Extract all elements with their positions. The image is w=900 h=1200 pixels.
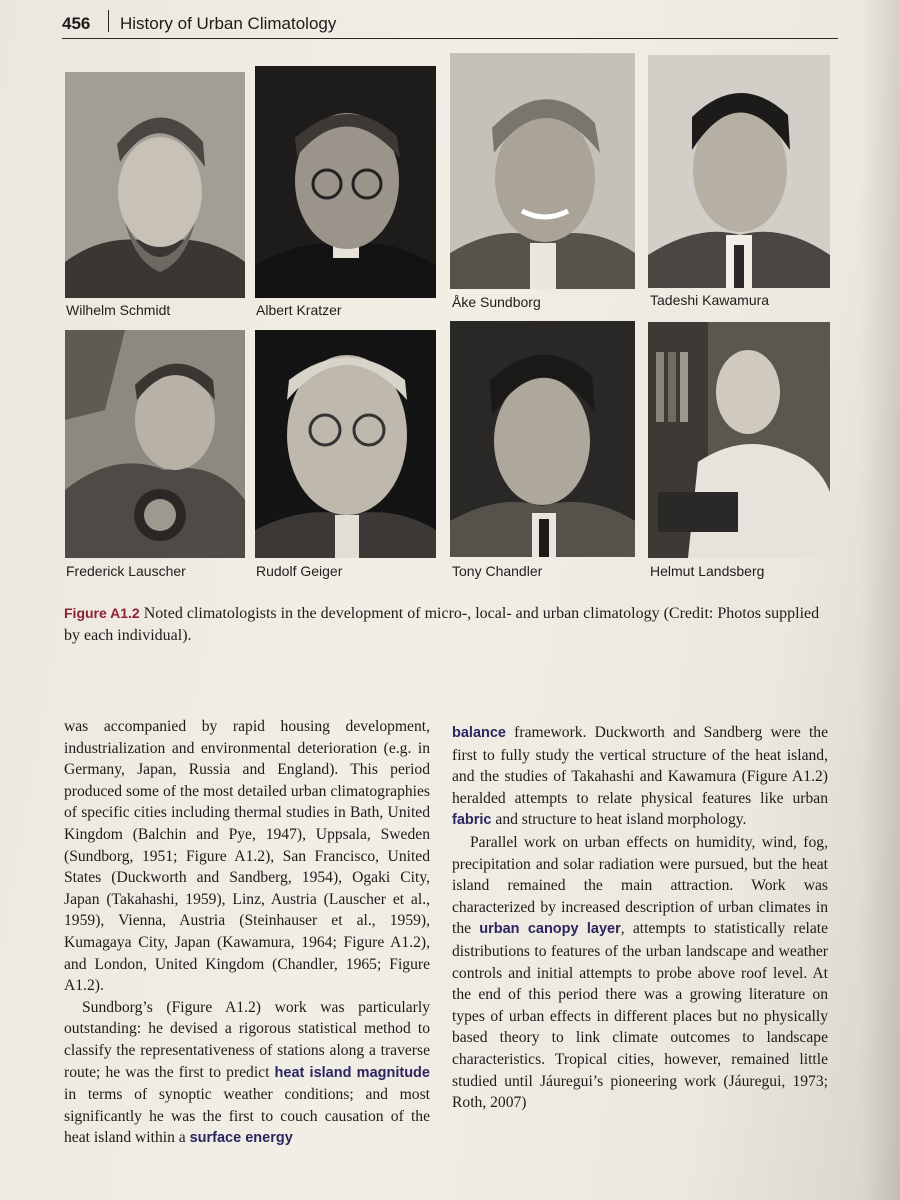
keyword-urban-canopy-layer: urban canopy layer — [479, 921, 621, 938]
portrait-photo-6 — [255, 330, 436, 558]
person-name-5: Frederick Lauscher — [66, 563, 186, 579]
portrait-graphic — [450, 321, 635, 557]
keyword-heat-island-magnitude: heat island magnitude — [274, 1064, 430, 1081]
person-name-3: Åke Sundborg — [452, 294, 541, 310]
portrait-photo-7 — [450, 321, 635, 557]
left-column — [64, 716, 430, 1150]
portrait-graphic — [65, 72, 245, 298]
person-name-4: Tadeshi Kawamura — [650, 292, 770, 308]
portrait-photo-5 — [65, 330, 245, 558]
right-paragraph-2 — [452, 832, 828, 1114]
right-paragraph-1-text-b: and structure to heat island morphology. — [491, 811, 747, 829]
portrait-graphic — [648, 322, 830, 558]
person-name-6: Rudolf Geiger — [256, 563, 343, 579]
right-paragraph-2-text-b: , attempts to statistically relate distributions to features of the urban landscape and weather controls and initial attempts to probe above roof level. At the end of this period there was a growing literature on types of urban effects in different places but no physically based theory to link climate outcomes to landscape characteristics. Tropical cities, however, remained little studied until Jáuregui’s pioneering work (Jáuregui, 1973; Roth, 2007) — [452, 920, 828, 1112]
right-paragraph-1 — [452, 722, 828, 832]
portrait-photo-3 — [450, 53, 635, 289]
keyword-balance: balance — [452, 725, 506, 741]
portrait-photo-4 — [648, 55, 830, 288]
page-edge-shadow — [860, 0, 900, 1200]
portrait-graphic — [255, 66, 436, 298]
page-number: 456 — [62, 14, 91, 33]
portrait-photo-1 — [65, 72, 245, 298]
keyword-surface-energy: surface energy — [189, 1130, 293, 1147]
portrait-graphic — [648, 55, 830, 288]
right-column — [452, 722, 828, 1114]
portrait-graphic — [65, 330, 245, 558]
running-title: History of Urban Climatology — [120, 14, 337, 33]
running-header — [62, 6, 838, 39]
person-name-8: Helmut Landsberg — [650, 563, 765, 579]
portrait-photo-8 — [648, 322, 830, 558]
portrait-graphic — [450, 53, 635, 289]
keyword-fabric: fabric — [452, 812, 492, 829]
left-paragraph-2 — [64, 997, 430, 1150]
header-divider — [108, 10, 109, 32]
left-paragraph-1: was accompanied by rapid housing development, industrialization and environmental deterioration (e.g. in Germany, Japan, Russia and England). This period produced some of the most detailed urban climatographies of specific cities including thermal studies in Bath, United Kingdom (Balchin and Pye, 1947), Uppsala, Sweden (Sundborg, 1951; Figure A1.2), San Francisco, United States (Duckworth and Sandberg, 1954), Ogaki City, Japan (Takahashi, 1959), Linz, Austria (Lauscher et al., 1959), Vienna, Austria (Steinhauser et al., 1959), Kumagaya City, Japan (Kawamura, 1964; Figure A1.2), and London, United Kingdom (Chandler, 1965; Figure A1.2). — [64, 718, 430, 995]
left-paragraph-2-text-a: Sundborg’s (Figure A1.2) work was particularly outstanding: he devised a rigorous statistical method to classify the representativeness of stations along a traverse route; he was the first to predict — [64, 998, 430, 1081]
person-name-2: Albert Kratzer — [256, 302, 342, 318]
portrait-graphic — [255, 330, 436, 558]
person-name-1: Wilhelm Schmidt — [66, 302, 171, 318]
right-paragraph-2-text-a: Parallel work on urban effects on humidity, wind, fog, precipitation and solar radiation were pursued, but the heat island remained the main attraction. Work was characterized by increased description of urban climates in the — [452, 833, 828, 938]
figure-caption-text: Noted climatologists in the development of micro-, local- and urban climatology (Credit: Photos supplied by each individual). — [64, 605, 820, 644]
portrait-photo-2 — [255, 66, 436, 298]
right-paragraph-1-text-a: framework. Duckworth and Sandberg were the first to fully study the vertical structure of the heat island, and the studies of Takahashi and Kawamura (Figure A1.2) heralded attempts to relate physical features like urban — [452, 724, 828, 807]
figure-caption — [64, 602, 834, 647]
figure-label: Figure A1.2 — [64, 605, 140, 621]
left-paragraph-2-text-b: in terms of synoptic weather conditions; and most significantly he was the first to couch causation of the heat island within a — [64, 1086, 430, 1147]
person-name-7: Tony Chandler — [452, 563, 543, 579]
